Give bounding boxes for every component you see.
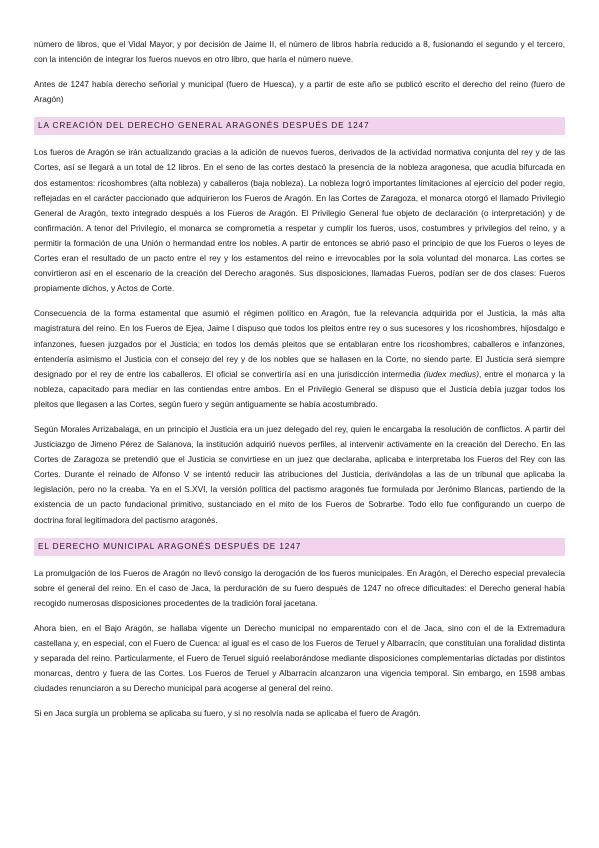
paragraph-morales-arrizabalaga: Según Morales Arrizabalaga, en un principio el Justicia era un juez delegado del rey, quien le encargaba la resolución de conflictos. A partir del Justiciazgo de Jimeno Pérez de Salanova, la institución adquirió nuevos perfiles, al intervenir activamente en la creación del Derecho. En las Cortes de Zaragoza se pretendió que el Justicia se convirtiese en un juez que declaraba, aplicaba e interpretaba los Fueros del Rey con las Cortes. Durante el reinado de Alfonso V se intentó reducir las atribuciones del Justicia, derivándolas a las de un tribunal que aplicaba la legislación, pero no la creaba. Ya en el S.XVI, la versión política del pactismo aragonés fue formulada por Jerónimo Blancas, partiendo de la existencia de un pacto fundacional primitivo, sustanciado en el mito de los Fueros de Sobrarbe. Todo ello fue configurando un cuerpo de doctrina foral legitimadora del pactismo aragonés.: [34, 423, 565, 525]
section-heading-derecho-general: LA CREACIÓN DEL DERECHO GENERAL ARAGONÉS DESPUÉS DE 1247: [34, 117, 565, 135]
paragraph-libros: número de libros, que el Vidal Mayor, y por decisión de Jaime II, el número de libros habría reducido a 8, fusionando el segundo y el tercero, con la intención de integrar los fueros nuevos en otro libro, que haría el número nueve.: [34, 39, 565, 65]
paragraph-bajo-aragon: Ahora bien, en el Bajo Aragón, se hallaba vigente un Derecho municipal no emparentado con el de Jaca, sino con el de la Extremadura castellana y, en especial, con el Fuero de Cuenca: al igual es el caso de los Fueros de Teruel y Albarracín, que constituían una foralidad distinta y separada del reino. Particularmente, el Fuero de Teruel siguió reelaborándose mediante disposiciones complementarias dictadas por distintos monarcas, dentro y fuera de las Cortes. Los Fueros de Teruel y Albarracín alcanzaron una vigencia temporal. Sin embargo, en 1598 ambas ciudades renunciaron a su Derecho municipal para acogerse al general del reino.: [34, 622, 565, 694]
paragraph-antes-1247: Antes de 1247 había derecho señorial y municipal (fuero de Huesca), y a partir de este año se publicó escrito el derecho del reino (fuero de Aragón): [34, 79, 565, 105]
paragraph-promulgacion: La promulgación de los Fueros de Aragón no llevó consigo la derogación de los fueros municipales. En Aragón, el Derecho especial prevalecía sobre el general del reino. En el caso de Jaca, la perduración de su fuero después de 1247 no ofrece dificultades: el Derecho general había recogido numerosas disposiciones procedentes de la tradición foral jacetana.: [34, 567, 565, 608]
paragraph-jaca: Si en Jaca surgía un problema se aplicaba su fuero, y si no resolvía nada se aplicaba el fuero de Aragón.: [34, 708, 421, 719]
paragraph-fueros-aragon: Los fueros de Aragón se irán actualizando gracias a la adición de nuevos fueros, derivados de la actividad normativa conjunta del rey y de las Cortes, así se llegará a un total de 12 libros. En el seno de las cortes destacó la presencia de la nobleza aragonesa, que acudía bifurcada en dos estamentos: ricoshombres (alta nobleza) y caballeros (baja nobleza). La nobleza logró importantes limitaciones al ejercicio del poder regio, reflejadas en el carácter paccionado que adquirieron los Fueros de Aragón. En las Cortes de Zaragoza, el monarca otorgó el llamado Privilegio General de Aragón, texto integrado después a los Fueros de Aragón. El Privilegio General fue objeto de declaración (o interpretación) y de confirmación. A tenor del Privilegio, el monarca se comprometía a respetar y cumplir los fueros, usos, costumbres y privilegios del reino, y a permitir la formación de una Unión o hermandad entre los nobles. A partir de entonces se abrió paso el principio de que los Fueros o leyes de Cortes eran el resultado de un pacto entre el rey y los estamentos del reino e irrevocables por la sola voluntad del monarca. Las cortes se convirtieron así en el escenario de la creación del Derecho aragonés. Sus disposiciones, llamadas Fueros, podían ser de dos clases: Fueros propiamente dichos, y Actos de Corte.: [34, 147, 565, 294]
iudex-medius-term: (iudex medius): [423, 368, 479, 379]
paragraph-justicia: [34, 306, 565, 412]
document-content: [34, 37, 565, 731]
paragraph-justicia-text-a: Consecuencia de la forma estamental que asumió el régimen político en Aragón, fue la relevancia adquirida por el Justicia, la más alta magistratura del reino. En los Fueros de Ejea, Jaime I dispuso que todos los pleitos entre rey o sus sucesores y los ricoshombres, hijosdalgo e infanzones, fuesen juzgados por el Justicia; en todos los demás pleitos que se entablaran entre los ricoshombres, caballeros e infanzones, entendería asimismo el Justicia con el consejo del rey y de los nobles que se hallasen en la Corte, no siendo parte. El Justicia será siempre designado por el rey de entre los caballeros. El oficial se convertiría así en una jurisdicción intermedia: [34, 308, 565, 379]
section-heading-derecho-municipal: EL DERECHO MUNICIPAL ARAGONÉS DESPUÉS DE 1247: [34, 538, 565, 556]
paragraph-justicia-text-b: , entre el monarca y la nobleza, capacitado para mediar en las contiendas entre ambos. En el Privilegio General se dispuso que el Justicia debía juzgar todos los pleitos que llegasen a las Cortes, según fuero y según antiguamente se había acostumbrado.: [34, 368, 565, 409]
